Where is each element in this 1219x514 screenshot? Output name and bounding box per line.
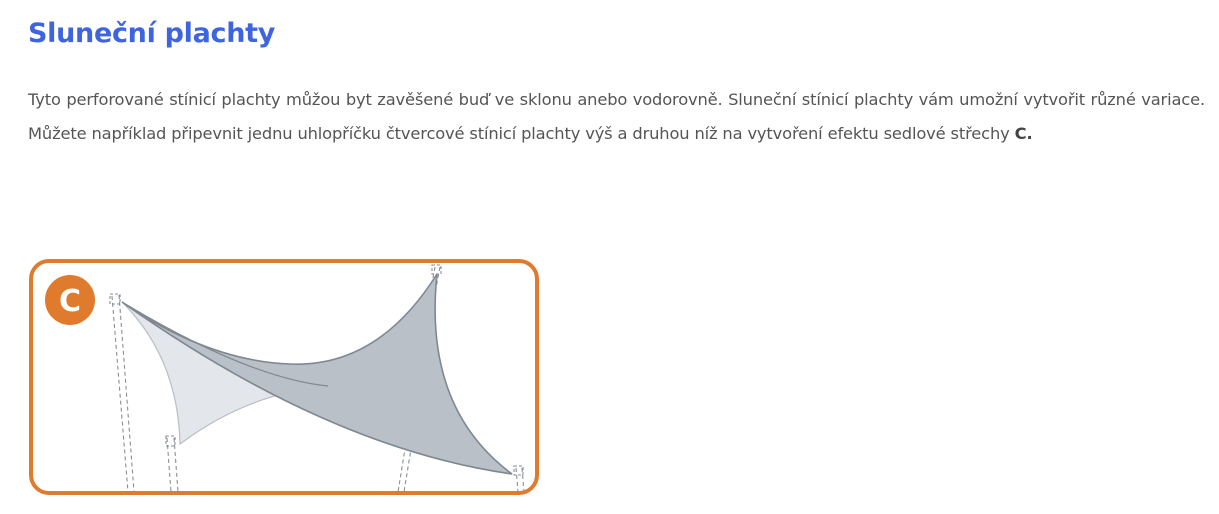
page-heading: Sluneční plachty [28,18,276,49]
shade-sail-illustration [28,258,540,496]
description-text: Tyto perforované stínicí plachty můžou byt zavěšené buď ve sklonu anebo vodorovně. Sluneční stínicí plachty vám umožní vytvořit různé variace. Můžete například připevnit jednu uhlopříčku čtvercové stínicí plachty výš a druhou níž na vytvoření efektu sedlové střechy [28,90,1205,143]
variant-badge-letter: C [58,284,82,319]
description-paragraph [28,83,1205,150]
bold-variant-letter: C. [1014,123,1033,143]
